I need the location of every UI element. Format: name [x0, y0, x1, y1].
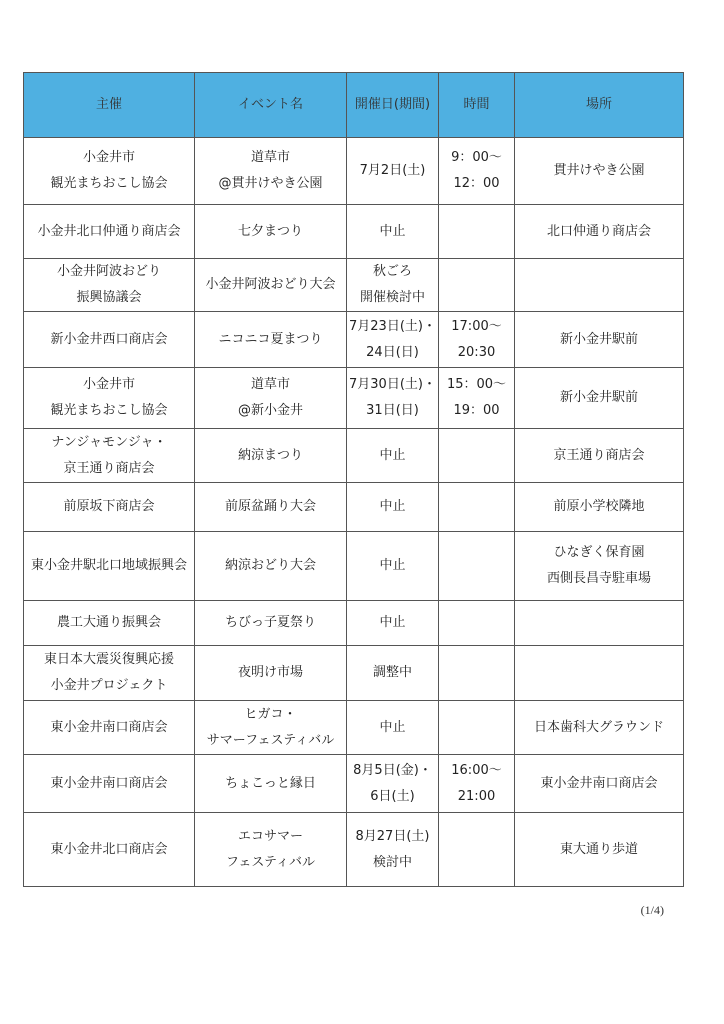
cell-date [347, 755, 439, 813]
cell-text-line: 小金井市 [82, 150, 135, 165]
cell-text-line: 夜明け市場 [237, 665, 303, 680]
cell-organizer [24, 813, 195, 887]
cell-text-line: 中止 [379, 615, 406, 630]
cell-text-line: 東小金井南口商店会 [540, 775, 658, 791]
page-number: (1/4) [640, 903, 664, 917]
cell-organizer [24, 429, 195, 483]
cell-text-line: 新小金井駅前 [559, 390, 638, 405]
cell-event-name [195, 813, 347, 887]
cell-text-line: 16:00～ [451, 762, 502, 778]
table-row [24, 601, 684, 646]
cell-text-line: 東小金井南口商店会 [50, 775, 168, 791]
cell-text-line: フェスティバル [225, 854, 316, 870]
event-table [23, 72, 684, 887]
cell-place [515, 205, 684, 259]
cell-text-line: 21:00 [457, 788, 496, 804]
cell-text-line: @貫井けやき公園 [218, 176, 323, 191]
cell-text-line: ひなぎく保育園 [553, 545, 645, 560]
cell-date [347, 205, 439, 259]
cell-text-line: 新小金井西口商店会 [50, 331, 168, 347]
header-time: 時間 [439, 73, 515, 138]
header-place: 場所 [515, 73, 684, 138]
cell-event-name [195, 701, 347, 755]
cell-organizer [24, 368, 195, 429]
event-schedule-sheet [23, 72, 683, 887]
cell-organizer [24, 701, 195, 755]
cell-text-line: 京王通り商店会 [63, 460, 155, 476]
cell-event-name [195, 312, 347, 368]
cell-organizer [24, 601, 195, 646]
cell-organizer [24, 532, 195, 601]
cell-text-line: ちょこっと縁日 [225, 775, 316, 791]
cell-event-name [195, 205, 347, 259]
cell-place [515, 601, 684, 646]
cell-text-line: 中止 [379, 447, 406, 463]
cell-text-line: 西側長昌寺駐車場 [546, 571, 651, 586]
cell-organizer [24, 755, 195, 813]
cell-text-line: 道草市 [250, 150, 290, 165]
cell-date [347, 138, 439, 205]
cell-text-line: 6日(土) [370, 788, 415, 804]
cell-time [439, 813, 515, 887]
cell-text-line: サマーフェスティバル [206, 732, 335, 748]
cell-time [439, 532, 515, 601]
header-event-name: イベント名 [195, 73, 347, 138]
cell-event-name [195, 601, 347, 646]
cell-text-line: 東大通り歩道 [559, 841, 638, 857]
cell-text-line: 新小金井駅前 [559, 331, 638, 347]
cell-event-name [195, 532, 347, 601]
header-date: 開催日(期間) [347, 73, 439, 138]
cell-text-line: 農工大通り振興会 [56, 615, 161, 630]
cell-text-line: 納涼おどり大会 [224, 558, 316, 573]
cell-place [515, 368, 684, 429]
cell-text-line: 小金井プロジェクト [50, 678, 168, 693]
cell-text-line: 振興協議会 [76, 290, 142, 305]
cell-place [515, 701, 684, 755]
cell-text-line: 中止 [379, 223, 406, 239]
cell-text-line: 観光まちおこし協会 [50, 176, 168, 191]
cell-text-line: 東小金井北口商店会 [50, 841, 168, 857]
cell-text-line: 開催検討中 [359, 290, 425, 305]
cell-text-line: 小金井市 [82, 377, 135, 392]
cell-text-line: ヒガコ・ [244, 706, 297, 722]
cell-text-line: 小金井阿波おどり大会 [205, 277, 336, 292]
cell-time [439, 601, 515, 646]
cell-organizer [24, 259, 195, 312]
cell-organizer [24, 483, 195, 532]
cell-text-line: 東小金井南口商店会 [50, 719, 168, 735]
cell-text-line: ナンジャモンジャ・ [51, 434, 167, 450]
cell-organizer [24, 646, 195, 701]
table-row [24, 813, 684, 887]
cell-text-line: 貫井けやき公園 [553, 163, 645, 178]
cell-place [515, 138, 684, 205]
cell-date [347, 368, 439, 429]
table-row [24, 312, 684, 368]
cell-place [515, 646, 684, 701]
cell-text-line: 17:00～ [451, 318, 502, 334]
cell-text-line: 7月2日(土) [359, 163, 426, 178]
table-row [24, 483, 684, 532]
cell-time [439, 259, 515, 312]
cell-event-name [195, 483, 347, 532]
cell-text-line: 日本歯科大グラウンド [533, 719, 664, 735]
cell-text-line: 15：00～ [446, 377, 507, 392]
table-row [24, 138, 684, 205]
cell-date [347, 483, 439, 532]
cell-text-line: @新小金井 [237, 403, 303, 418]
cell-time [439, 646, 515, 701]
table-header-row [24, 73, 684, 138]
table-row [24, 205, 684, 259]
cell-text-line: ニコニコ夏まつり [218, 331, 323, 347]
cell-text-line: 前原坂下商店会 [63, 499, 155, 514]
cell-text-line: 東日本大震災復興応援 [43, 652, 174, 667]
cell-text-line: 観光まちおこし協会 [50, 403, 168, 418]
cell-text-line: 8月5日(金)・ [353, 762, 432, 778]
table-row [24, 259, 684, 312]
cell-text-line: 7月30日(土)・ [349, 377, 436, 392]
cell-text-line: 24日(日) [366, 344, 419, 360]
cell-event-name [195, 755, 347, 813]
cell-date [347, 259, 439, 312]
cell-date [347, 532, 439, 601]
cell-time [439, 138, 515, 205]
cell-place [515, 429, 684, 483]
cell-text-line: 秋ごろ [372, 264, 412, 279]
cell-time [439, 205, 515, 259]
header-organizer: 主催 [24, 73, 195, 138]
cell-date [347, 813, 439, 887]
cell-date [347, 701, 439, 755]
cell-text-line: 中止 [379, 558, 406, 573]
cell-organizer [24, 312, 195, 368]
cell-text-line: 20:30 [457, 344, 496, 360]
cell-text-line: 9：00～ [451, 150, 502, 165]
cell-text-line: 前原小学校隣地 [553, 499, 645, 514]
cell-text-line: 前原盆踊り大会 [224, 499, 316, 514]
table-body [24, 138, 684, 887]
cell-date [347, 429, 439, 483]
cell-text-line: 8月27日(土) [355, 828, 430, 844]
cell-text-line: 七夕まつり [237, 223, 303, 239]
cell-text-line: 12：00 [453, 176, 500, 191]
cell-date [347, 646, 439, 701]
cell-organizer [24, 138, 195, 205]
cell-text-line: エコサマー [237, 828, 303, 844]
cell-date [347, 601, 439, 646]
cell-event-name [195, 646, 347, 701]
cell-time [439, 755, 515, 813]
table-row [24, 532, 684, 601]
cell-event-name [195, 138, 347, 205]
cell-text-line: 7月23日(土)・ [349, 318, 436, 334]
cell-place [515, 813, 684, 887]
cell-text-line: 調整中 [372, 665, 412, 680]
cell-text-line: 中止 [379, 719, 406, 735]
cell-place [515, 259, 684, 312]
cell-text-line: 検討中 [372, 854, 412, 870]
cell-place [515, 532, 684, 601]
cell-text-line: 19：00 [453, 403, 500, 418]
cell-text-line: 小金井阿波おどり [56, 264, 161, 279]
table-row [24, 368, 684, 429]
cell-place [515, 483, 684, 532]
table-row [24, 755, 684, 813]
cell-time [439, 483, 515, 532]
table-row [24, 701, 684, 755]
cell-time [439, 429, 515, 483]
cell-date [347, 312, 439, 368]
cell-event-name [195, 368, 347, 429]
cell-text-line: ちびっ子夏祭り [224, 615, 316, 630]
table-row [24, 429, 684, 483]
cell-text-line: 道草市 [250, 377, 290, 392]
cell-place [515, 312, 684, 368]
cell-time [439, 368, 515, 429]
cell-organizer [24, 205, 195, 259]
table-row [24, 646, 684, 701]
cell-text-line: 東小金井駅北口地域振興会 [30, 558, 187, 573]
cell-text-line: 31日(日) [366, 403, 419, 418]
cell-time [439, 312, 515, 368]
cell-place [515, 755, 684, 813]
cell-event-name [195, 259, 347, 312]
cell-time [439, 701, 515, 755]
cell-text-line: 北口仲通り商店会 [546, 223, 651, 239]
cell-text-line: 京王通り商店会 [553, 447, 645, 463]
cell-text-line: 小金井北口仲通り商店会 [37, 223, 181, 239]
cell-text-line: 中止 [379, 499, 406, 514]
cell-text-line: 納涼まつり [237, 447, 303, 463]
cell-event-name [195, 429, 347, 483]
